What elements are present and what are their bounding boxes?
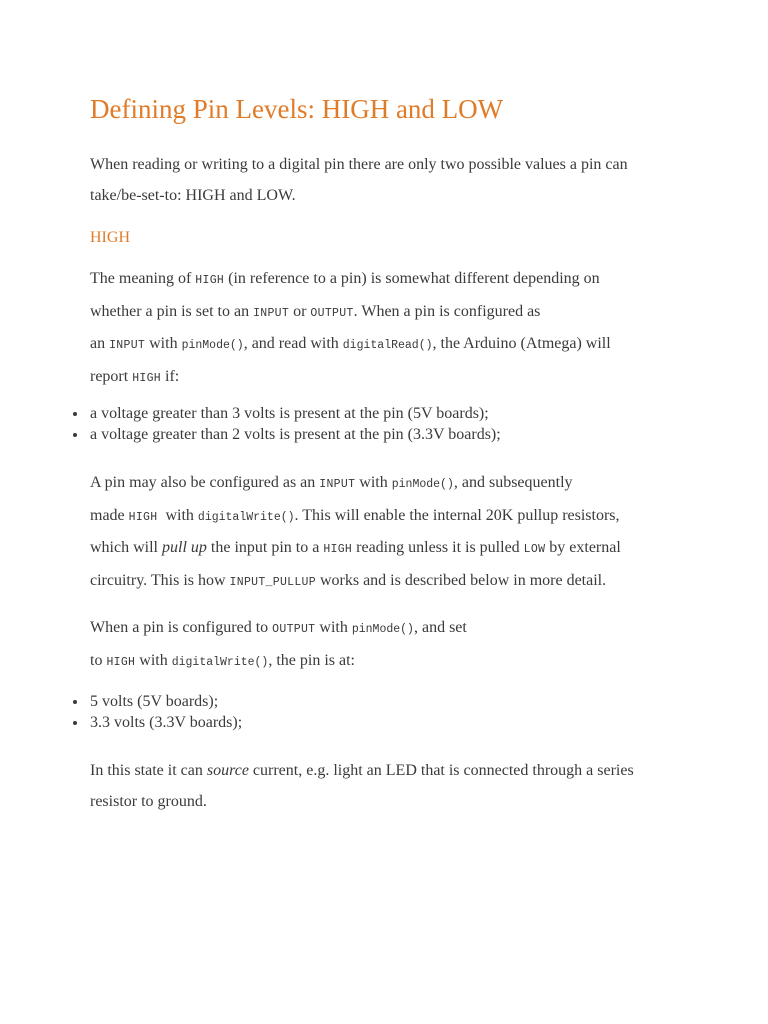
intro-paragraph xyxy=(90,150,690,211)
list-item: a voltage greater than 3 volts is present at the pin (5V boards); xyxy=(90,403,501,424)
text-run: with xyxy=(135,651,172,669)
text-run: . When a pin is configured as xyxy=(353,302,541,320)
text-run: , the pin is at: xyxy=(268,651,355,669)
high-section-heading: HIGH xyxy=(90,229,130,246)
text-run: with xyxy=(355,474,392,491)
text-run: an xyxy=(90,335,110,352)
source-paragraph xyxy=(90,756,690,817)
text-run: When a pin is configured to xyxy=(90,619,273,636)
text-run: works and is described below in more detail. xyxy=(315,571,607,589)
list-item: 5 volts (5V boards); xyxy=(90,691,242,712)
intro-line-2: take/be-set-to: HIGH and LOW. xyxy=(90,186,296,204)
high-meaning-paragraph xyxy=(90,264,690,394)
intro-line-1: When reading or writing to a digital pin there are only two possible values a pin can xyxy=(90,156,628,173)
text-run: , and read with xyxy=(243,335,343,352)
text-run: or xyxy=(289,302,311,320)
text-run: by external xyxy=(545,539,621,556)
text-run: , and subsequently xyxy=(453,474,573,491)
text-run: resistor to ground. xyxy=(90,792,207,810)
code-high: HIGH xyxy=(128,510,158,524)
text-run: with xyxy=(315,619,352,636)
code-digitalread: digitalRead() xyxy=(342,339,433,352)
code-high: HIGH xyxy=(132,371,162,385)
text-run: A pin may also be configured as an xyxy=(90,474,320,491)
output-paragraph xyxy=(90,613,690,678)
text-run: (in reference to a pin) is somewhat different depending on xyxy=(224,270,600,287)
text-run: whether a pin is set to an xyxy=(90,302,254,320)
text-run: , the Arduino (Atmega) will xyxy=(432,335,611,352)
code-digitalwrite: digitalWrite() xyxy=(171,655,269,669)
text-run: made xyxy=(90,506,129,524)
page-title: Defining Pin Levels: HIGH and LOW xyxy=(90,94,504,124)
code-low: LOW xyxy=(523,543,546,556)
text-run: reading unless it is pulled xyxy=(352,539,524,556)
input-voltage-list xyxy=(90,403,501,445)
text-run: if: xyxy=(161,367,180,385)
text-run: In this state it can xyxy=(90,762,207,779)
text-run: . This will enable the internal 20K pullup resistors, xyxy=(294,506,620,524)
list-item: 3.3 volts (3.3V boards); xyxy=(90,714,243,731)
text-run: the input pin to a xyxy=(206,539,324,556)
text-run: circuitry. This is how xyxy=(90,571,230,589)
code-input-pullup: INPUT_PULLUP xyxy=(229,575,316,589)
code-input: INPUT xyxy=(253,306,290,320)
code-high: HIGH xyxy=(195,274,225,287)
text-run: current, e.g. light an LED that is connected through a series xyxy=(248,762,634,779)
code-digitalwrite: digitalWrite() xyxy=(197,510,295,524)
code-input: INPUT xyxy=(319,478,356,491)
code-high: HIGH xyxy=(106,655,136,669)
list-item: a voltage greater than 2 volts is present at the pin (3.3V boards); xyxy=(90,426,501,443)
text-run: to xyxy=(90,651,107,669)
code-output: OUTPUT xyxy=(310,306,354,320)
code-pinmode: pinMode() xyxy=(391,478,454,491)
text-run: The meaning of xyxy=(90,270,196,287)
code-output: OUTPUT xyxy=(272,623,316,636)
pullup-paragraph xyxy=(90,468,690,598)
text-run: with xyxy=(157,506,198,524)
output-voltage-list xyxy=(90,691,242,733)
emphasis-pull-up: pull up xyxy=(162,539,207,556)
code-high: HIGH xyxy=(323,543,353,556)
code-input: INPUT xyxy=(109,339,146,352)
emphasis-source: source xyxy=(206,762,249,779)
text-run: with xyxy=(145,335,182,352)
text-run: , and set xyxy=(413,619,467,636)
text-run: report xyxy=(90,367,133,385)
code-pinmode: pinMode() xyxy=(181,339,244,352)
text-run: which will xyxy=(90,539,162,556)
code-pinmode: pinMode() xyxy=(351,623,414,636)
